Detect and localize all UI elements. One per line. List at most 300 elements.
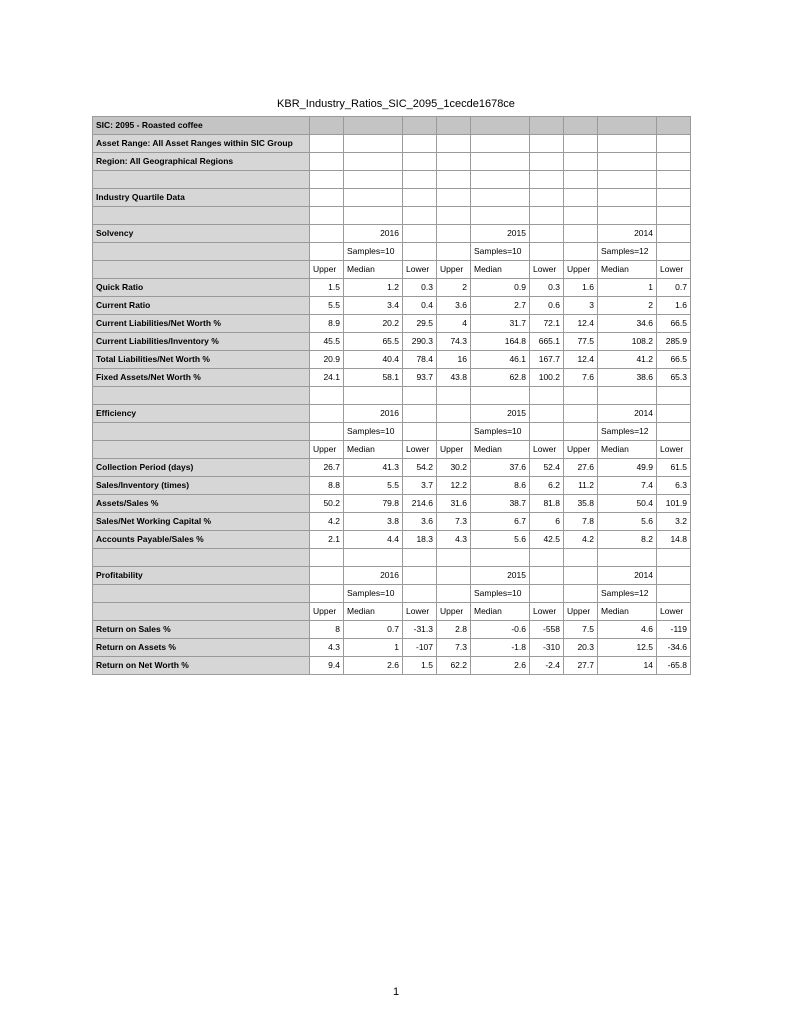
header-row bbox=[93, 153, 691, 171]
ratio-value: 11.2 bbox=[564, 477, 598, 495]
samples-label: Samples=12 bbox=[598, 585, 657, 603]
empty-cell bbox=[471, 549, 530, 567]
ratio-value: 285.9 bbox=[657, 333, 691, 351]
empty-cell bbox=[310, 387, 344, 405]
empty-cell bbox=[403, 405, 437, 423]
ratio-value: -0.6 bbox=[471, 621, 530, 639]
header-row bbox=[93, 117, 691, 135]
ratio-name: Collection Period (days) bbox=[93, 459, 310, 477]
empty-cell bbox=[564, 171, 598, 189]
year-label: 2016 bbox=[344, 567, 403, 585]
ratio-name: Current Ratio bbox=[93, 297, 310, 315]
ratio-value: 3 bbox=[564, 297, 598, 315]
ratio-value: 1 bbox=[344, 639, 403, 657]
empty-cell bbox=[564, 567, 598, 585]
ratio-value: 167.7 bbox=[530, 351, 564, 369]
ratio-value: 58.1 bbox=[344, 369, 403, 387]
empty-cell bbox=[403, 585, 437, 603]
ratio-value: 30.2 bbox=[437, 459, 471, 477]
header-row bbox=[93, 135, 691, 153]
ratio-value: 65.5 bbox=[344, 333, 403, 351]
ratio-value: 66.5 bbox=[657, 351, 691, 369]
ratio-name: Sales/Net Working Capital % bbox=[93, 513, 310, 531]
empty-cell bbox=[437, 567, 471, 585]
section-title: Efficiency bbox=[93, 405, 310, 423]
ratio-value: 0.7 bbox=[657, 279, 691, 297]
empty-cell bbox=[437, 423, 471, 441]
ratio-value: 7.3 bbox=[437, 639, 471, 657]
samples-row bbox=[93, 243, 691, 261]
empty-cell bbox=[598, 153, 657, 171]
ratio-value: 72.1 bbox=[530, 315, 564, 333]
year-label: 2016 bbox=[344, 405, 403, 423]
samples-label: Samples=10 bbox=[344, 243, 403, 261]
table-row bbox=[93, 369, 691, 387]
empty-cell bbox=[344, 117, 403, 135]
empty-cell bbox=[530, 189, 564, 207]
empty-cell bbox=[403, 243, 437, 261]
empty-cell bbox=[471, 189, 530, 207]
ratio-value: 62.8 bbox=[471, 369, 530, 387]
ratio-value: -1.8 bbox=[471, 639, 530, 657]
ratio-name: Current Liabilities/Inventory % bbox=[93, 333, 310, 351]
empty-cell bbox=[471, 117, 530, 135]
ratio-value: 3.4 bbox=[344, 297, 403, 315]
ratio-value: 8.6 bbox=[471, 477, 530, 495]
ratio-value: 6 bbox=[530, 513, 564, 531]
empty-cell bbox=[530, 585, 564, 603]
header-label bbox=[93, 171, 310, 189]
ratio-value: 45.5 bbox=[310, 333, 344, 351]
empty-cell bbox=[310, 171, 344, 189]
ratio-value: 5.6 bbox=[598, 513, 657, 531]
empty-cell bbox=[403, 189, 437, 207]
empty-label bbox=[93, 243, 310, 261]
empty-cell bbox=[403, 387, 437, 405]
empty-cell bbox=[564, 423, 598, 441]
section-title: Profitability bbox=[93, 567, 310, 585]
ratio-value: 20.9 bbox=[310, 351, 344, 369]
ratio-value: 5.6 bbox=[471, 531, 530, 549]
quartile-label: Upper bbox=[310, 603, 344, 621]
samples-label: Samples=10 bbox=[471, 243, 530, 261]
ratio-value: 1.6 bbox=[657, 297, 691, 315]
ratio-value: 41.2 bbox=[598, 351, 657, 369]
empty-cell bbox=[657, 117, 691, 135]
ratio-value: 12.5 bbox=[598, 639, 657, 657]
quartile-label: Median bbox=[471, 603, 530, 621]
ratio-value: 164.8 bbox=[471, 333, 530, 351]
empty-cell bbox=[437, 405, 471, 423]
ratio-value: 35.8 bbox=[564, 495, 598, 513]
ratio-value: 14 bbox=[598, 657, 657, 675]
empty-label bbox=[93, 423, 310, 441]
table-row bbox=[93, 495, 691, 513]
year-label: 2015 bbox=[471, 405, 530, 423]
ratio-value: 3.8 bbox=[344, 513, 403, 531]
quartile-label: Upper bbox=[437, 603, 471, 621]
samples-label: Samples=10 bbox=[344, 423, 403, 441]
ratio-value: 7.5 bbox=[564, 621, 598, 639]
quartile-label: Lower bbox=[530, 603, 564, 621]
section-title: Solvency bbox=[93, 225, 310, 243]
empty-label bbox=[93, 585, 310, 603]
quartile-label: Lower bbox=[530, 261, 564, 279]
ratio-value: 54.2 bbox=[403, 459, 437, 477]
empty-cell bbox=[344, 207, 403, 225]
ratio-value: 0.7 bbox=[344, 621, 403, 639]
ratio-value: -65.8 bbox=[657, 657, 691, 675]
quartile-label: Median bbox=[598, 441, 657, 459]
header-label: Region: All Geographical Regions bbox=[93, 153, 310, 171]
ratio-value: 29.5 bbox=[403, 315, 437, 333]
ratio-value: 31.6 bbox=[437, 495, 471, 513]
empty-cell bbox=[657, 153, 691, 171]
ratio-value: 214.6 bbox=[403, 495, 437, 513]
ratio-value: 42.5 bbox=[530, 531, 564, 549]
ratio-value: 18.3 bbox=[403, 531, 437, 549]
ratio-value: 2.6 bbox=[471, 657, 530, 675]
section-title-row bbox=[93, 225, 691, 243]
ratio-value: 290.3 bbox=[403, 333, 437, 351]
empty-cell bbox=[310, 567, 344, 585]
quartile-label: Median bbox=[471, 441, 530, 459]
empty-cell bbox=[403, 117, 437, 135]
empty-cell bbox=[437, 117, 471, 135]
empty-label bbox=[93, 603, 310, 621]
table-row bbox=[93, 621, 691, 639]
empty-label bbox=[93, 387, 310, 405]
ratio-value: 66.5 bbox=[657, 315, 691, 333]
ratio-value: 4.3 bbox=[437, 531, 471, 549]
empty-cell bbox=[564, 225, 598, 243]
ratio-name: Sales/Inventory (times) bbox=[93, 477, 310, 495]
quartile-label: Lower bbox=[403, 441, 437, 459]
ratio-value: -2.4 bbox=[530, 657, 564, 675]
empty-cell bbox=[657, 387, 691, 405]
empty-cell bbox=[310, 585, 344, 603]
empty-cell bbox=[598, 387, 657, 405]
ratio-value: 7.6 bbox=[564, 369, 598, 387]
empty-cell bbox=[598, 171, 657, 189]
industry-ratios-table bbox=[92, 116, 691, 675]
ratio-value: 34.6 bbox=[598, 315, 657, 333]
empty-cell bbox=[530, 117, 564, 135]
empty-cell bbox=[564, 189, 598, 207]
quartile-label: Median bbox=[598, 261, 657, 279]
empty-cell bbox=[657, 585, 691, 603]
ratio-value: 38.7 bbox=[471, 495, 530, 513]
quartile-label: Upper bbox=[310, 441, 344, 459]
empty-cell bbox=[437, 387, 471, 405]
year-label: 2016 bbox=[344, 225, 403, 243]
empty-cell bbox=[471, 387, 530, 405]
quartile-label: Upper bbox=[564, 441, 598, 459]
samples-label: Samples=10 bbox=[344, 585, 403, 603]
ratio-value: 4.2 bbox=[310, 513, 344, 531]
quartile-label: Median bbox=[598, 603, 657, 621]
empty-cell bbox=[530, 135, 564, 153]
empty-label bbox=[93, 549, 310, 567]
ratio-value: 37.6 bbox=[471, 459, 530, 477]
samples-row bbox=[93, 423, 691, 441]
ratio-value: 5.5 bbox=[344, 477, 403, 495]
empty-cell bbox=[657, 189, 691, 207]
year-label: 2014 bbox=[598, 405, 657, 423]
ratio-value: 4.4 bbox=[344, 531, 403, 549]
table-row bbox=[93, 531, 691, 549]
table-row bbox=[93, 351, 691, 369]
ratio-value: 81.8 bbox=[530, 495, 564, 513]
ratio-value: 5.5 bbox=[310, 297, 344, 315]
quartile-label: Lower bbox=[657, 441, 691, 459]
empty-cell bbox=[530, 405, 564, 423]
ratio-value: 3.2 bbox=[657, 513, 691, 531]
empty-cell bbox=[437, 153, 471, 171]
empty-cell bbox=[471, 135, 530, 153]
empty-cell bbox=[310, 549, 344, 567]
ratio-value: 100.2 bbox=[530, 369, 564, 387]
empty-cell bbox=[344, 387, 403, 405]
empty-cell bbox=[437, 225, 471, 243]
ratio-value: 62.2 bbox=[437, 657, 471, 675]
quartile-label: Upper bbox=[564, 603, 598, 621]
ratio-value: 50.2 bbox=[310, 495, 344, 513]
ratio-value: 50.4 bbox=[598, 495, 657, 513]
ratio-value: -558 bbox=[530, 621, 564, 639]
ratio-value: 3.6 bbox=[437, 297, 471, 315]
quartile-label: Median bbox=[344, 441, 403, 459]
document-title: KBR_Industry_Ratios_SIC_2095_1cecde1678ce bbox=[277, 98, 515, 110]
ratio-value: 27.7 bbox=[564, 657, 598, 675]
ratio-value: 38.6 bbox=[598, 369, 657, 387]
empty-cell bbox=[530, 225, 564, 243]
empty-cell bbox=[437, 189, 471, 207]
ratio-value: 7.4 bbox=[598, 477, 657, 495]
empty-cell bbox=[564, 207, 598, 225]
empty-cell bbox=[530, 567, 564, 585]
ratio-value: 79.8 bbox=[344, 495, 403, 513]
empty-cell bbox=[437, 585, 471, 603]
empty-cell bbox=[344, 189, 403, 207]
empty-cell bbox=[403, 171, 437, 189]
ratio-value: 6.2 bbox=[530, 477, 564, 495]
ratio-name: Assets/Sales % bbox=[93, 495, 310, 513]
ratio-value: 1.2 bbox=[344, 279, 403, 297]
empty-cell bbox=[403, 549, 437, 567]
ratio-value: 0.3 bbox=[403, 279, 437, 297]
header-row bbox=[93, 189, 691, 207]
ratio-value: 7.3 bbox=[437, 513, 471, 531]
empty-cell bbox=[598, 117, 657, 135]
table-row bbox=[93, 513, 691, 531]
ratio-value: 0.4 bbox=[403, 297, 437, 315]
ratio-value: 6.3 bbox=[657, 477, 691, 495]
empty-cell bbox=[310, 405, 344, 423]
ratio-value: 12.4 bbox=[564, 351, 598, 369]
quartile-label: Upper bbox=[310, 261, 344, 279]
empty-cell bbox=[530, 549, 564, 567]
empty-cell bbox=[657, 207, 691, 225]
quartile-label: Lower bbox=[530, 441, 564, 459]
ratio-value: 4.2 bbox=[564, 531, 598, 549]
ratio-value: 46.1 bbox=[471, 351, 530, 369]
header-label: SIC: 2095 - Roasted coffee bbox=[93, 117, 310, 135]
ratio-value: -34.6 bbox=[657, 639, 691, 657]
ratio-value: 665.1 bbox=[530, 333, 564, 351]
empty-cell bbox=[310, 243, 344, 261]
empty-cell bbox=[657, 243, 691, 261]
empty-cell bbox=[657, 135, 691, 153]
table-row bbox=[93, 297, 691, 315]
ratio-value: 49.9 bbox=[598, 459, 657, 477]
empty-cell bbox=[344, 135, 403, 153]
section-title-row bbox=[93, 567, 691, 585]
empty-cell bbox=[437, 135, 471, 153]
empty-cell bbox=[657, 225, 691, 243]
ratio-value: 20.2 bbox=[344, 315, 403, 333]
ratio-value: 8.8 bbox=[310, 477, 344, 495]
spacer-row bbox=[93, 387, 691, 405]
empty-cell bbox=[310, 207, 344, 225]
table-row bbox=[93, 315, 691, 333]
quartile-label: Median bbox=[344, 261, 403, 279]
ratio-value: 16 bbox=[437, 351, 471, 369]
empty-cell bbox=[564, 153, 598, 171]
quartile-header-row bbox=[93, 603, 691, 621]
ratio-value: 31.7 bbox=[471, 315, 530, 333]
empty-cell bbox=[564, 405, 598, 423]
ratio-value: 65.3 bbox=[657, 369, 691, 387]
ratio-value: 8.9 bbox=[310, 315, 344, 333]
ratio-value: 52.4 bbox=[530, 459, 564, 477]
ratio-value: -107 bbox=[403, 639, 437, 657]
header-row bbox=[93, 171, 691, 189]
header-label: Asset Range: All Asset Ranges within SIC Group bbox=[93, 135, 310, 153]
ratio-value: 3.7 bbox=[403, 477, 437, 495]
samples-label: Samples=12 bbox=[598, 423, 657, 441]
ratio-value: 1 bbox=[598, 279, 657, 297]
ratio-value: 4.6 bbox=[598, 621, 657, 639]
table-row bbox=[93, 657, 691, 675]
quartile-label: Lower bbox=[403, 261, 437, 279]
empty-cell bbox=[310, 135, 344, 153]
empty-cell bbox=[437, 171, 471, 189]
year-label: 2015 bbox=[471, 225, 530, 243]
empty-cell bbox=[471, 207, 530, 225]
ratio-value: 1.5 bbox=[403, 657, 437, 675]
empty-cell bbox=[403, 153, 437, 171]
ratio-value: -31.3 bbox=[403, 621, 437, 639]
ratio-value: 2.6 bbox=[344, 657, 403, 675]
ratio-value: 8 bbox=[310, 621, 344, 639]
empty-cell bbox=[344, 549, 403, 567]
ratio-value: 24.1 bbox=[310, 369, 344, 387]
year-label: 2014 bbox=[598, 225, 657, 243]
empty-cell bbox=[310, 225, 344, 243]
empty-cell bbox=[403, 423, 437, 441]
ratio-name: Total Liabilities/Net Worth % bbox=[93, 351, 310, 369]
quartile-label: Lower bbox=[657, 603, 691, 621]
empty-cell bbox=[564, 117, 598, 135]
empty-cell bbox=[530, 243, 564, 261]
ratio-value: 12.2 bbox=[437, 477, 471, 495]
empty-cell bbox=[403, 567, 437, 585]
empty-cell bbox=[403, 225, 437, 243]
year-label: 2014 bbox=[598, 567, 657, 585]
spacer-row bbox=[93, 549, 691, 567]
ratio-value: 1.5 bbox=[310, 279, 344, 297]
empty-cell bbox=[657, 171, 691, 189]
ratio-value: 61.5 bbox=[657, 459, 691, 477]
ratio-name: Accounts Payable/Sales % bbox=[93, 531, 310, 549]
ratio-value: 101.9 bbox=[657, 495, 691, 513]
ratio-name: Return on Assets % bbox=[93, 639, 310, 657]
ratio-value: 43.8 bbox=[437, 369, 471, 387]
ratio-value: 93.7 bbox=[403, 369, 437, 387]
ratio-value: 14.8 bbox=[657, 531, 691, 549]
empty-cell bbox=[598, 549, 657, 567]
table-row bbox=[93, 459, 691, 477]
ratio-value: 41.3 bbox=[344, 459, 403, 477]
ratio-value: 40.4 bbox=[344, 351, 403, 369]
empty-cell bbox=[471, 153, 530, 171]
ratio-name: Return on Sales % bbox=[93, 621, 310, 639]
table-row bbox=[93, 279, 691, 297]
empty-cell bbox=[437, 207, 471, 225]
ratio-value: 2 bbox=[437, 279, 471, 297]
ratio-value: 77.5 bbox=[564, 333, 598, 351]
quartile-label: Lower bbox=[403, 603, 437, 621]
empty-cell bbox=[310, 189, 344, 207]
empty-cell bbox=[530, 207, 564, 225]
empty-cell bbox=[403, 135, 437, 153]
table-row bbox=[93, 333, 691, 351]
ratio-value: 0.6 bbox=[530, 297, 564, 315]
header-row bbox=[93, 207, 691, 225]
empty-cell bbox=[657, 567, 691, 585]
table-row bbox=[93, 477, 691, 495]
header-label: Industry Quartile Data bbox=[93, 189, 310, 207]
empty-cell bbox=[437, 549, 471, 567]
year-label: 2015 bbox=[471, 567, 530, 585]
ratio-value: 20.3 bbox=[564, 639, 598, 657]
header-label bbox=[93, 207, 310, 225]
ratio-value: 78.4 bbox=[403, 351, 437, 369]
samples-label: Samples=10 bbox=[471, 423, 530, 441]
ratio-value: 9.4 bbox=[310, 657, 344, 675]
ratio-name: Fixed Assets/Net Worth % bbox=[93, 369, 310, 387]
empty-cell bbox=[598, 135, 657, 153]
empty-cell bbox=[344, 153, 403, 171]
empty-cell bbox=[403, 207, 437, 225]
empty-label bbox=[93, 441, 310, 459]
ratio-value: 2.7 bbox=[471, 297, 530, 315]
empty-cell bbox=[598, 207, 657, 225]
ratio-value: 2.8 bbox=[437, 621, 471, 639]
empty-label bbox=[93, 261, 310, 279]
ratio-value: 2.1 bbox=[310, 531, 344, 549]
empty-cell bbox=[471, 171, 530, 189]
quartile-label: Upper bbox=[437, 441, 471, 459]
empty-cell bbox=[310, 153, 344, 171]
empty-cell bbox=[564, 243, 598, 261]
empty-cell bbox=[437, 243, 471, 261]
ratio-value: 0.3 bbox=[530, 279, 564, 297]
section-title-row bbox=[93, 405, 691, 423]
empty-cell bbox=[310, 423, 344, 441]
empty-cell bbox=[530, 153, 564, 171]
